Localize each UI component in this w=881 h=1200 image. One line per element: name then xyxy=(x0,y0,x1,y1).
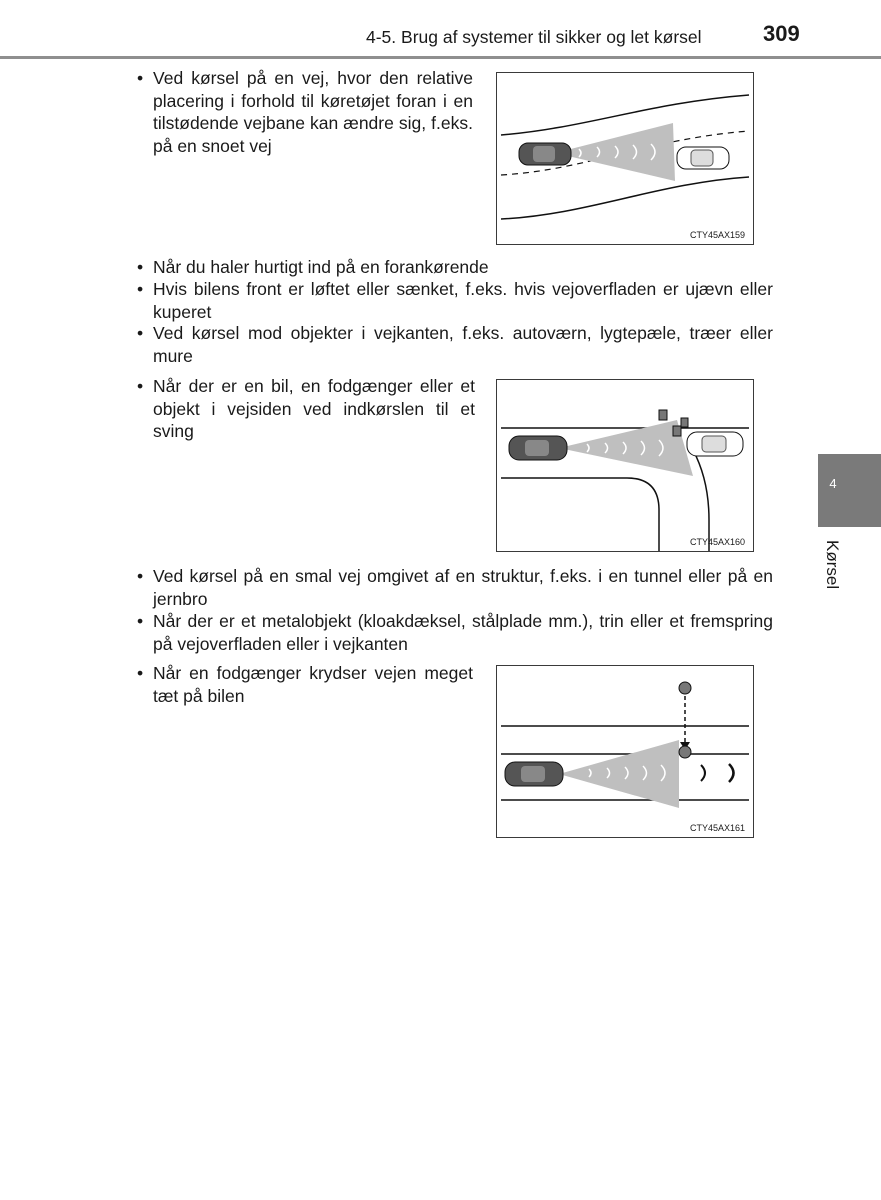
chapter-tab[interactable] xyxy=(818,454,881,527)
list-item: • Når der er en bil, en fodgænger eller et objekt i vejsiden ved indkørslen til et sving xyxy=(137,375,475,443)
list-item: • Ved kørsel på en vej, hvor den relative placering i forhold til køretøjet foran i en tilstødende vejbane kan ændre sig, f.eks. på en snoet vej xyxy=(137,67,473,157)
figure-winding-road xyxy=(496,72,754,245)
crossing-pedestrian-radar-illustration xyxy=(497,666,753,837)
page-number: 309 xyxy=(763,21,800,46)
figure-crossing-pedestrian xyxy=(496,665,754,838)
curve-entrance-radar-illustration xyxy=(497,380,753,551)
figure-curve-entrance xyxy=(496,379,754,552)
chapter-label: Kørsel xyxy=(823,540,842,590)
chapter-number: 4 xyxy=(829,476,837,491)
section-title: 4-5. Brug af systemer til sikker og let kørsel xyxy=(366,27,702,47)
winding-road-radar-illustration xyxy=(497,73,753,244)
list-item: • Hvis bilens front er løftet eller sænket, f.eks. hvis vejoverfladen er ujævn eller kuperet xyxy=(137,278,773,323)
figure-code: CTY45AX159 xyxy=(689,230,745,240)
list-item: • Ved kørsel på en smal vej omgivet af en struktur, f.eks. i en tunnel eller på en jernbro xyxy=(137,565,773,610)
header-divider xyxy=(0,56,881,59)
list-item: • Når der er et metalobjekt (kloakdæksel, stålplade mm.), trin eller et fremspring på vejoverfladen eller i vejkanten xyxy=(137,610,773,655)
figure-code: CTY45AX161 xyxy=(689,823,745,833)
list-item: • Ved kørsel mod objekter i vejkanten, f.eks. autoværn, lygtepæle, træer eller mure xyxy=(137,322,773,367)
figure-code: CTY45AX160 xyxy=(689,537,745,547)
list-item: • Når du haler hurtigt ind på en forankørende xyxy=(137,256,783,279)
list-item: • Når en fodgænger krydser vejen meget tæt på bilen xyxy=(137,662,473,707)
